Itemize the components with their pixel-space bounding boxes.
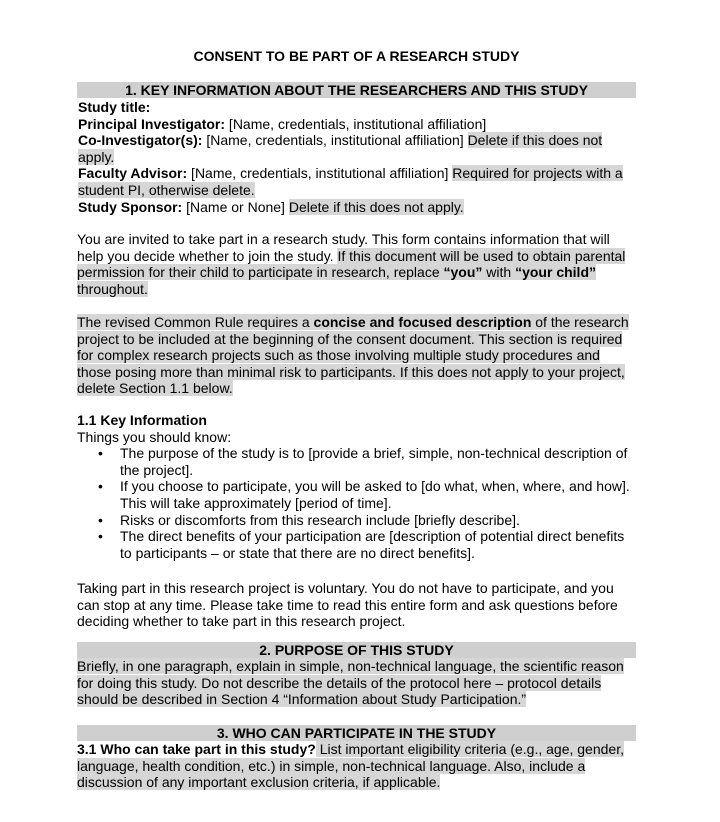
section-3-body — [77, 741, 637, 791]
key-info-heading: 1.1 Key Information — [77, 412, 207, 428]
common-rule-text-b: of the research project to be included at the beginning of the consent document. This section is required for complex research projects such as those involving multiple study procedures and those posing more than minimal risk to participants. If this does not apply to your project, delete Section 1.1 below. — [77, 314, 629, 397]
common-rule-text-a: The revised Common Rule requires a — [77, 314, 314, 330]
common-rule-note — [77, 314, 629, 396]
intro-text: You are invited to take part in a research study. This form contains information that will help you decide whether to join the study. — [77, 231, 610, 264]
intro-with-word: with — [482, 264, 516, 281]
sponsor-label: Study Sponsor: — [78, 198, 183, 215]
list-item: • Risks or discomforts from this research include [briefly describe]. — [120, 512, 637, 529]
section-3-question: 3.1 Who can take part in this study? — [77, 741, 316, 757]
fa-note: Required for projects with a student PI, otherwise delete. — [78, 165, 623, 198]
voluntary-paragraph: Taking part in this research project is voluntary. You do not have to participate, and you can stop at any time. Please take time to read this entire form and ask questions before deciding whether to take part in this research project. — [77, 580, 618, 630]
common-rule-paragraph — [77, 314, 637, 397]
list-item: • If you choose to participate, you will be asked to [do what, when, where, and how]. This will take approximately [period of time]. — [120, 478, 637, 511]
fa-label: Faculty Advisor: — [78, 165, 188, 182]
sponsor-note: Delete if this does not apply. — [288, 198, 464, 215]
key-information — [77, 412, 637, 561]
section-1-header: 1. KEY INFORMATION ABOUT THE RESEARCHERS AND THIS STUDY — [77, 82, 636, 98]
section-3-header: 3. WHO CAN PARTICIPATE IN THE STUDY — [77, 725, 636, 741]
sponsor-value: [Name or None] — [182, 198, 289, 215]
study-title-label: Study title: — [78, 99, 151, 115]
pi-value: [Name, credentials, institutional affiliation] — [225, 115, 487, 132]
section-2-text: Briefly, in one paragraph, explain in simple, non-technical language, the scientific reason for doing this study. Do not describe the details of the protocol here – protocol details should be described in Section 4 “Information about Study Participation.” — [77, 658, 624, 708]
intro-your-child-word: “your child” — [515, 264, 596, 281]
list-item: • The direct benefits of your participation are [description of potential direct benefits to participants – or state that there are no direct benefits]. — [120, 528, 637, 561]
intro-paragraph — [77, 231, 637, 297]
section-3-text: List important eligibility criteria (e.g., age, gender, language, health condition, etc.) in simple, non-technical language. Also, include a discussion of any important exclusion criteria, if applicable. — [77, 741, 624, 791]
document-title: CONSENT TO BE PART OF A RESEARCH STUDY — [193, 48, 520, 64]
key-info-list — [77, 445, 637, 561]
intro-throughout-word: throughout. — [77, 280, 148, 297]
intro-parental-text: If this document will be used to obtain parental permission for their child to participate in research, replace — [77, 247, 626, 281]
study-info — [78, 99, 638, 215]
coi-value: [Name, credentials, institutional affiliation] — [202, 132, 468, 149]
list-item: • The purpose of the study is to [provide a brief, simple, non-technical description of the project]. — [120, 445, 637, 478]
coi-note: Delete if this does not apply. — [78, 132, 603, 165]
key-info-lead: Things you should know: — [77, 428, 232, 445]
pi-label: Principal Investigator: — [78, 115, 226, 132]
fa-value: [Name, credentials, institutional affiliation] — [187, 165, 453, 182]
intro-you-word: “you” — [443, 264, 483, 281]
common-rule-bold: concise and focused description — [313, 314, 532, 330]
section-2-body — [77, 658, 637, 708]
coi-label: Co-Investigator(s): — [78, 132, 203, 149]
section-2-header: 2. PURPOSE OF THIS STUDY — [77, 642, 636, 658]
